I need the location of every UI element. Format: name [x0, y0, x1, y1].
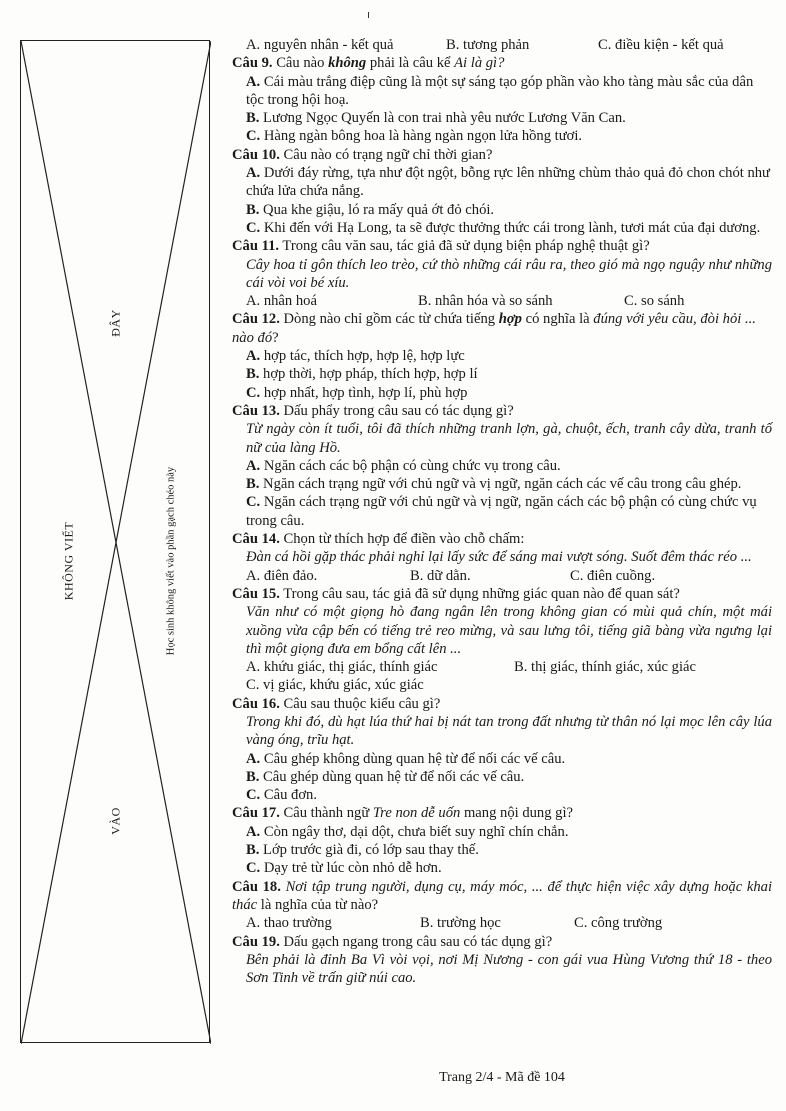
option: A. thao trường	[246, 915, 332, 932]
passage: Văn như có một giọng hò đang ngân lên trong không gian có mùi quả chín, một mái xuồng vừa cập bến có tiếng trẻ reo mừng, và sau lưng tôi, tiếng giã bàng vừa ngưng lại thì một giọng đưa em bổng cất lên ...	[246, 604, 772, 657]
option-a: A. Dưới đáy rừng, tựa như đột ngột, bỗng rực lên những chùm thảo quả đỏ chon chót như chứa lửa chứa nắng.	[246, 165, 770, 200]
question-15: Câu 15. Trong câu sau, tác giả đã sử dụng những giác quan nào để quan sát?	[232, 585, 680, 602]
options-row	[246, 658, 772, 676]
question-11: Câu 11. Trong câu văn sau, tác giả đã sử dụng biện pháp nghệ thuật gì?	[232, 238, 650, 255]
question-10: Câu 10. Câu nào có trạng ngữ chỉ thời gian?	[232, 146, 493, 163]
option-b: B. Qua khe giậu, ló ra mấy quả ớt đỏ chói.	[246, 201, 495, 218]
margin-label-bottom: VÀO	[108, 807, 123, 835]
option-c: C. Dạy trẻ từ lúc còn nhỏ dễ hơn.	[246, 860, 442, 877]
options-row	[246, 676, 772, 694]
option-b: B. Ngăn cách trạng ngữ với chủ ngữ và vị ngữ, ngăn cách các vế câu trong câu ghép.	[246, 476, 742, 493]
option-a: A. Câu ghép không dùng quan hệ từ để nối các vế câu.	[246, 750, 566, 767]
option: A. nhân hoá	[246, 293, 317, 310]
option: A. khứu giác, thị giác, thính giác	[246, 659, 438, 676]
question-16: Câu 16. Câu sau thuộc kiểu câu gì?	[232, 695, 441, 712]
option-c: C. Ngăn cách trạng ngữ với chủ ngữ và vị ngữ, ngăn cách các bộ phận có cùng chức vụ trong câu.	[246, 494, 757, 529]
option-c: C. hợp nhất, hợp tình, hợp lí, phù hợp	[246, 384, 468, 401]
question-9: Câu 9. Câu nào không phải là câu kể Ai là gì?	[232, 55, 505, 72]
option-a: A. Còn ngây thơ, dại dột, chưa biết suy nghĩ chín chắn.	[246, 823, 569, 840]
options-row	[246, 292, 772, 310]
option-b: B. Lương Ngọc Quyến là con trai nhà yêu nước Lương Văn Can.	[246, 110, 626, 127]
option-b: B. hợp thời, hợp pháp, thích hợp, hợp lí	[246, 366, 478, 383]
option: B. trường học	[420, 915, 501, 932]
passage: Trong khi đó, dù hạt lúa thứ hai bị nát tan trong đất nhưng từ thân nó lại mọc lên cây lúa vàng óng, trĩu hạt.	[246, 713, 772, 749]
option-a: A. hợp tác, thích hợp, hợp lệ, hợp lực	[246, 348, 465, 365]
question-content	[232, 36, 772, 987]
option-a: A. Ngăn cách các bộ phận có cùng chức vụ trong câu.	[246, 457, 561, 474]
options-row	[246, 567, 772, 585]
option: B. tương phản	[446, 37, 530, 53]
option: C. điều kiện - kết quả	[598, 37, 724, 53]
option: A. điên đảo.	[246, 567, 318, 584]
option: B. nhân hóa và so sánh	[418, 293, 553, 310]
option: B. thị giác, thính giác, xúc giác	[514, 659, 696, 676]
margin-label-left: KHÔNG VIẾT	[61, 521, 76, 601]
option-b: B. Câu ghép dùng quan hệ từ để nối các vế câu.	[246, 768, 525, 785]
option-c: C. Khi đến với Hạ Long, ta sẽ được thưởng thức cái trong lành, tươi mát của đại dương.	[246, 219, 761, 236]
option: C. so sánh	[624, 293, 685, 310]
cross-lines	[21, 41, 211, 1044]
passage: Từ ngày còn ít tuổi, tôi đã thích những tranh lợn, gà, chuột, ếch, tranh cây dừa, tranh tố nữ của làng Hồ.	[246, 421, 772, 456]
option-a: A. Cái màu trắng điệp cũng là một sự sáng tạo góp phần vào kho tàng màu sắc của dân tộc trong hội hoạ.	[246, 73, 754, 108]
option-c: C. Câu đơn.	[246, 787, 317, 804]
no-write-margin-box	[20, 40, 210, 1043]
option-b: B. Lớp trước già đi, có lớp sau thay thế.	[246, 842, 479, 859]
question-17: Câu 17. Câu thành ngữ Tre non dễ uốn mang nội dung gì?	[232, 805, 573, 822]
passage: Cây hoa tỉ gôn thích leo trèo, cứ thò những cái râu ra, theo gió mà ngọ nguậy như những cái vòi voi bé xíu.	[246, 256, 772, 291]
page-footer: Trang 2/4 - Mã đề 104	[439, 1070, 565, 1085]
passage: Bên phải là đỉnh Ba Vì vòi vọi, nơi Mị Nương - con gái vua Hùng Vương thứ 18 - theo Sơn Tinh về trấn giữ núi cao.	[246, 951, 772, 987]
passage: Đàn cá hồi gặp thác phải nghỉ lại lấy sức để sáng mai vượt sóng. Suốt đêm thác réo ...	[246, 549, 752, 566]
question-19: Câu 19. Dấu gạch ngang trong câu sau có tác dụng gì?	[232, 933, 553, 950]
margin-label-diagonal: Học sinh không viết vào phần gạch chéo này	[165, 466, 177, 656]
options-row	[246, 914, 772, 932]
option-c: C. Hàng ngàn bông hoa là hàng ngàn ngọn lửa hồng tươi.	[246, 128, 583, 145]
question-14: Câu 14. Chọn từ thích hợp để điền vào chỗ chấm:	[232, 531, 525, 548]
question-12: Câu 12. Dòng nào chỉ gồm các từ chứa tiếng hợp có nghĩa là đúng với yêu cầu, đòi hỏi ... nào đó?	[232, 311, 756, 346]
q8-options-row	[246, 36, 772, 54]
scan-mark	[368, 12, 369, 18]
option: C. công trường	[574, 915, 663, 932]
question-13: Câu 13. Dấu phẩy trong câu sau có tác dụng gì?	[232, 402, 514, 419]
question-18: Câu 18. Nơi tập trung người, dụng cụ, máy móc, ... để thực hiện việc xây dựng hoặc khai thác là nghĩa của từ nào?	[232, 878, 773, 913]
option: C. điên cuồng.	[570, 567, 656, 584]
margin-label-top: ĐÂY	[108, 309, 123, 337]
option: B. dữ dằn.	[410, 567, 471, 584]
option: A. nguyên nhân - kết quả	[246, 37, 394, 53]
option: C. vị giác, khứu giác, xúc giác	[246, 677, 424, 694]
